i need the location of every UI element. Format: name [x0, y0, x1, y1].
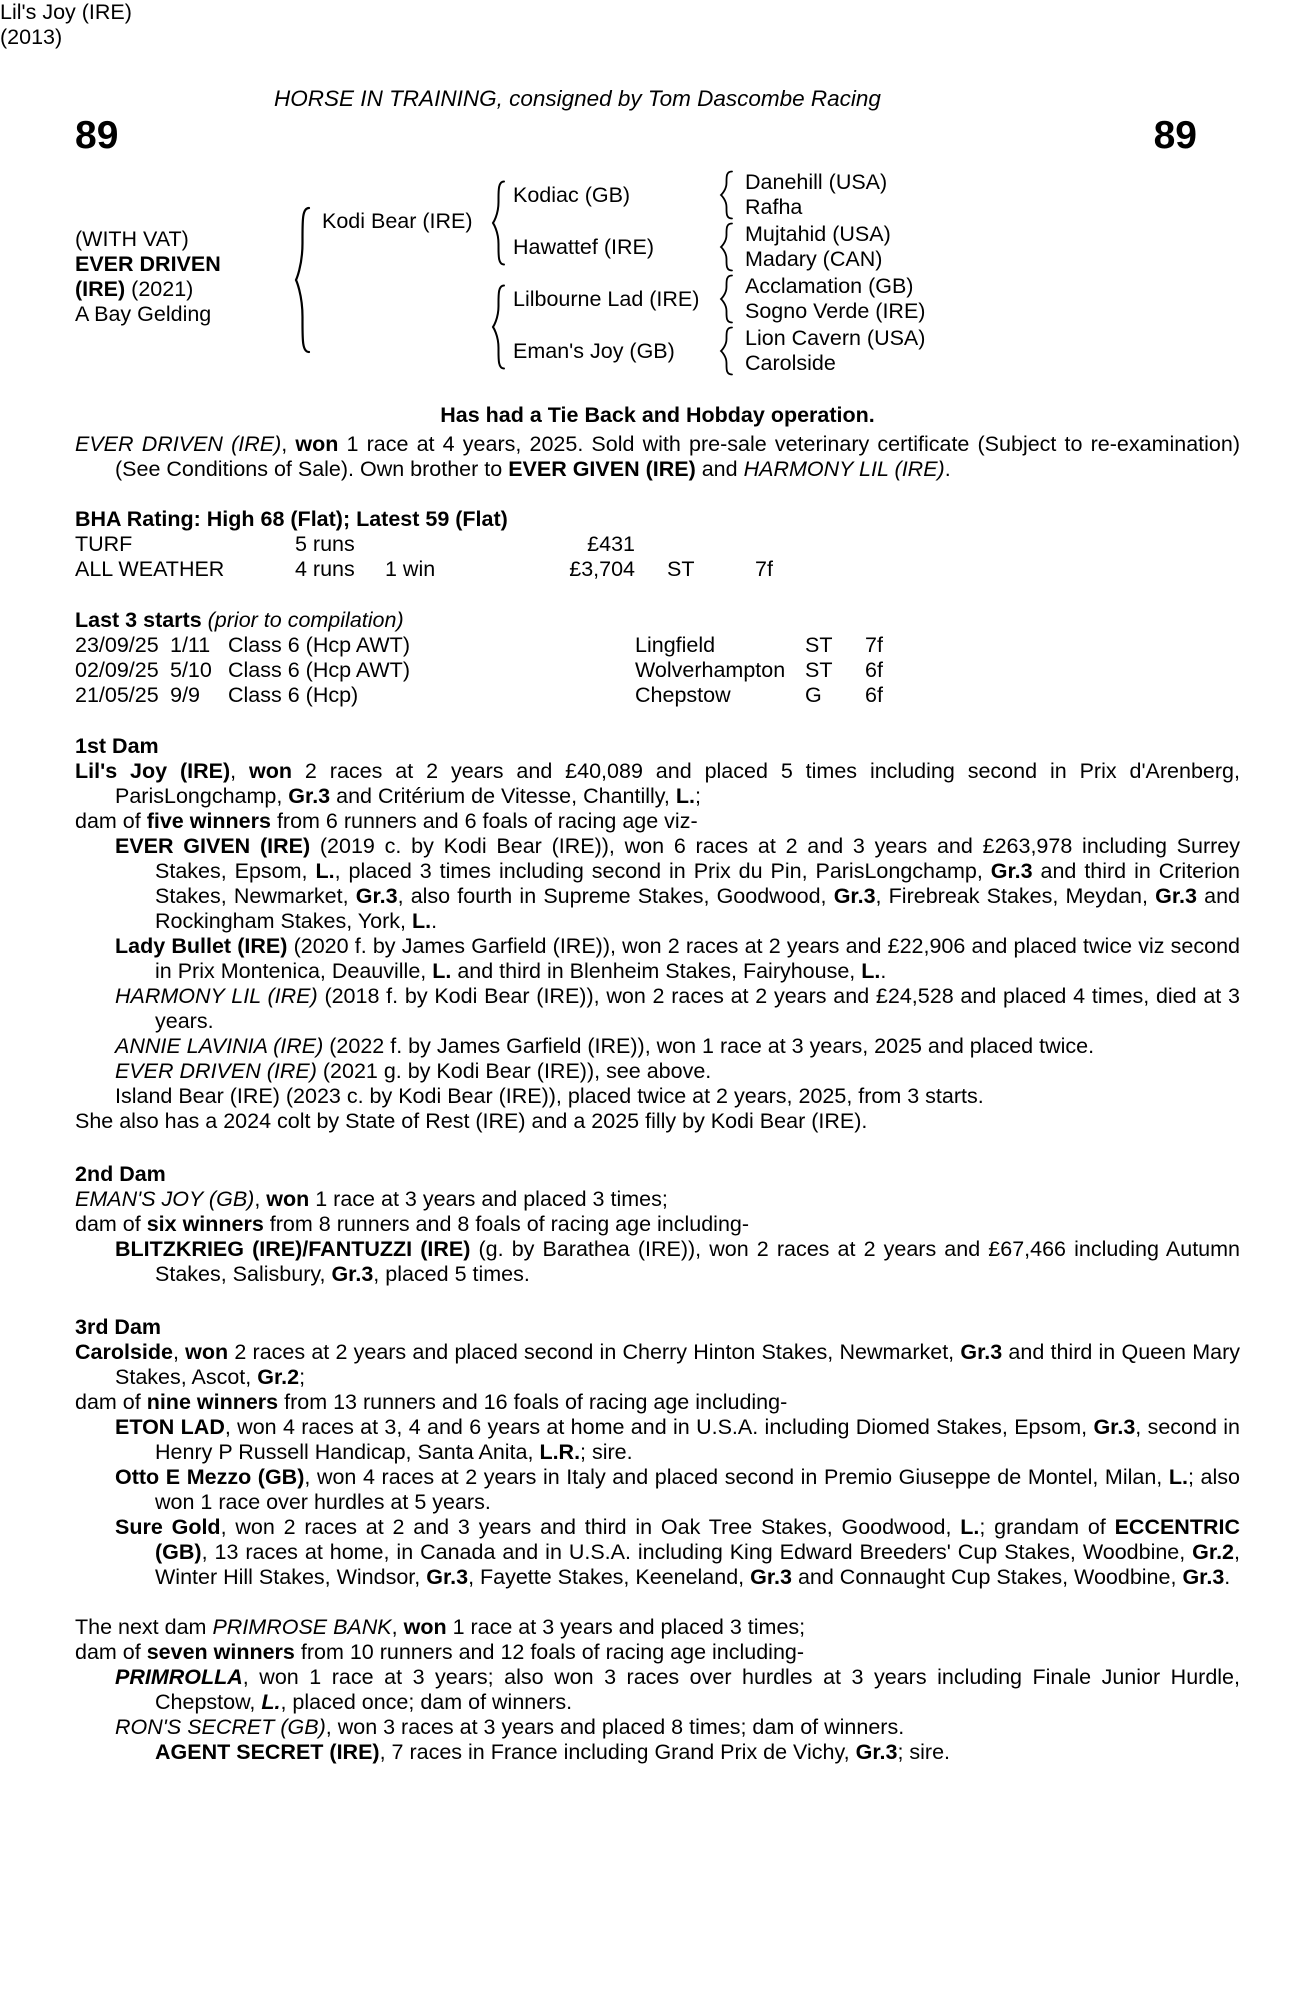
nextdam-paragraph: AGENT SECRET (IRE), 7 races in France including Grand Prix de Vichy, Gr.3; sire.	[155, 1740, 951, 1764]
horse-country-year	[75, 277, 221, 302]
nextdam-paragraph: PRIMROLLA, won 1 race at 3 years; also won 3 races over hurdles at 3 years including Finale Junior Hurdle, Chepstow, L., placed once; dam of winners.	[115, 1665, 1240, 1714]
pedigree-brace-sire	[489, 180, 507, 266]
dam1-paragraph: ANNIE LAVINIA (IRE) (2022 f. by James Garfield (IRE)), won 1 race at 3 years, 2025 and placed twice.	[115, 1034, 1095, 1058]
dam1-paragraph: She also has a 2024 colt by State of Rest (IRE) and a 2025 filly by Kodi Bear (IRE).	[75, 1109, 868, 1133]
pedigree-brace-dam	[489, 284, 507, 370]
great-grandparent-name: Madary (CAN)	[745, 247, 883, 271]
stats-table	[75, 532, 1240, 582]
great-grandparent-name: Lion Cavern (USA)	[745, 326, 926, 350]
last-starts-heading	[75, 608, 1240, 633]
start-class: Class 6 (Hcp)	[228, 683, 359, 707]
start-position: 5/10	[170, 658, 212, 682]
great-grandparent-name: Mujtahid (USA)	[745, 222, 891, 246]
section-1st-dam	[75, 734, 1240, 1134]
start-date: 23/09/25	[75, 633, 159, 657]
stats-runs: 5 runs	[295, 532, 355, 556]
start-distance: 6f	[865, 683, 883, 707]
nextdam-paragraph: RON'S SECRET (GB), won 3 races at 3 years and placed 8 times; dam of winners.	[115, 1715, 905, 1739]
stats-surface-label: ALL WEATHER	[75, 557, 225, 581]
great-grandparent-name: Rafha	[745, 195, 803, 219]
stats-earnings: £3,704	[569, 557, 635, 581]
dam3-paragraph: Carolside, won 2 races at 2 years and placed second in Cherry Hinton Stakes, Newmarket, Gr.3 and third in Queen Mary Stakes, Ascot, Gr.2;	[75, 1340, 1240, 1389]
start-position: 9/9	[170, 683, 200, 707]
stats-row	[75, 557, 1240, 582]
horse-description: A Bay Gelding	[75, 302, 212, 326]
nextdam-paragraph: dam of seven winners from 10 runners and 12 foals of racing age including-	[75, 1640, 805, 1664]
great-grandparent-name: Acclamation (GB)	[745, 274, 914, 298]
grandparent-name: Eman's Joy (GB)	[513, 339, 675, 363]
dam2-paragraph: dam of six winners from 8 runners and 8 foals of racing age including-	[75, 1212, 750, 1236]
horse-details	[75, 227, 221, 327]
pedigree-brace-pair	[718, 222, 734, 272]
great-grandparent-name: Danehill (USA)	[745, 170, 888, 194]
start-distance: 6f	[865, 658, 883, 682]
operation-note: Has had a Tie Back and Hobday operation.	[440, 403, 875, 427]
dam-name: Lil's Joy (IRE)	[0, 0, 132, 24]
nextdam-paragraph: The next dam PRIMROSE BANK, won 1 race at 3 years and placed 3 times;	[75, 1615, 806, 1639]
dam3-paragraph: dam of nine winners from 13 runners and 16 foals of racing age including-	[75, 1390, 788, 1414]
start-position: 1/11	[170, 633, 211, 657]
dam-block	[0, 0, 1315, 50]
start-going: ST	[805, 633, 833, 657]
dam1-paragraph: Lady Bullet (IRE) (2020 f. by James Garfield (IRE)), won 2 races at 2 years and £22,906 and placed twice viz second in Prix Montenica, Deauville, L. and third in Blenheim Stakes, Fairyhouse, L..	[115, 934, 1240, 983]
dam1-paragraph: Island Bear (IRE) (2023 c. by Kodi Bear (IRE)), placed twice at 2 years, 2025, from 3 starts.	[115, 1084, 984, 1108]
start-going: G	[805, 683, 822, 707]
last-starts-subtitle: (prior to compilation)	[201, 608, 404, 632]
dam1-heading: 1st Dam	[75, 734, 159, 758]
dam-year: (2013)	[0, 25, 63, 49]
grandparent-name: Hawattef (IRE)	[513, 235, 654, 259]
dam3-paragraph: ETON LAD, won 4 races at 3, 4 and 6 years at home and in U.S.A. including Diomed Stakes, Epsom, Gr.3, second in Henry P Russell Handicap, Santa Anita, L.R.; sire.	[115, 1415, 1240, 1464]
stats-earnings: £431	[587, 532, 635, 556]
start-going: ST	[805, 658, 833, 682]
dam3-paragraph: Sure Gold, won 2 races at 2 and 3 years and third in Oak Tree Stakes, Goodwood, L.; grandam of ECCENTRIC (GB), 13 races at home, in Canada and in U.S.A. including King Edward Breeders' Cup Stakes, Woodbine, Gr.2, Winter Hill Stakes, Windsor, Gr.3, Fayette Stakes, Keeneland, Gr.3 and Connaught Cup Stakes, Woodbine, Gr.3.	[115, 1515, 1240, 1589]
start-course: Chepstow	[635, 683, 731, 707]
grandparent-name: Lilbourne Lad (IRE)	[513, 287, 700, 311]
catalogue-body	[75, 403, 1240, 1765]
start-class: Class 6 (Hcp AWT)	[228, 633, 410, 657]
last-starts-title: Last 3 starts	[75, 608, 202, 632]
dam2-heading: 2nd Dam	[75, 1162, 166, 1186]
dam2-paragraph: BLITZKRIEG (IRE)/FANTUZZI (IRE) (g. by Barathea (IRE)), won 2 races at 2 years and £67,466 including Autumn Stakes, Salisbury, Gr.3, placed 5 times.	[115, 1237, 1240, 1286]
stats-going: ST	[667, 557, 695, 581]
pedigree-brace-pair	[718, 274, 734, 324]
table-row	[75, 633, 1240, 658]
page-header: HORSE IN TRAINING, consigned by Tom Dascombe Racing	[274, 86, 881, 111]
stats-runs: 4 runs	[295, 557, 355, 581]
stats-surface-label: TURF	[75, 532, 133, 556]
dam1-paragraph: dam of five winners from 6 runners and 6 foals of racing age viz-	[75, 809, 698, 833]
dam1-paragraph: EVER DRIVEN (IRE) (2021 g. by Kodi Bear (IRE)), see above.	[115, 1059, 712, 1083]
intro-paragraph: EVER DRIVEN (IRE), won 1 race at 4 years, 2025. Sold with pre-sale veterinary certificate (Subject to re-examination) (See Conditions of Sale). Own brother to EVER GIVEN (IRE) and HARMONY LIL (IRE).	[75, 432, 1240, 481]
stats-distance	[755, 532, 1240, 557]
dam1-paragraph: EVER GIVEN (IRE) (2019 c. by Kodi Bear (IRE)), won 6 races at 2 and 3 years and £263,978 including Surrey Stakes, Epsom, L., placed 3 times including second in Prix du Pin, ParisLongchamp, Gr.3 and third in Criterion Stakes, Newmarket, Gr.3, also fourth in Supreme Stakes, Goodwood, Gr.3, Firebreak Stakes, Meydan, Gr.3 and Rockingham Stakes, York, L..	[115, 834, 1240, 933]
stats-going	[635, 532, 755, 557]
horse-country: (IRE)	[75, 277, 126, 301]
dam3-paragraph: Otto E Mezzo (GB), won 4 races at 2 years in Italy and placed second in Premio Giuseppe de Montel, Milan, L.; also won 1 race over hurdles at 5 years.	[115, 1465, 1240, 1514]
section-2nd-dam	[75, 1162, 1240, 1287]
grandparent-name: Kodiac (GB)	[513, 183, 631, 207]
dam1-paragraph: HARMONY LIL (IRE) (2018 f. by Kodi Bear (IRE)), won 2 races at 2 years and £24,528 and placed 4 times, died at 3 years.	[115, 984, 1240, 1033]
start-date: 02/09/25	[75, 658, 159, 682]
stats-wins	[385, 532, 515, 557]
sire-name: Kodi Bear (IRE)	[322, 209, 473, 233]
start-distance: 7f	[865, 633, 883, 657]
great-grandparent-name: Sogno Verde (IRE)	[745, 299, 926, 323]
great-grandparent-name: Carolside	[745, 351, 836, 375]
stats-row	[75, 532, 1240, 557]
start-class: Class 6 (Hcp AWT)	[228, 658, 410, 682]
section-next-dam	[75, 1615, 1240, 1765]
stats-wins: 1 win	[385, 557, 436, 581]
pedigree-brace-main	[291, 206, 313, 354]
start-date: 21/05/25	[75, 683, 159, 707]
dam3-heading: 3rd Dam	[75, 1315, 162, 1339]
stats-distance: 7f	[755, 557, 773, 581]
horse-year: (2021)	[131, 277, 194, 301]
pedigree-brace-pair	[718, 326, 734, 376]
vat-note: (WITH VAT)	[75, 227, 189, 251]
lot-number-left: 89	[75, 114, 119, 157]
section-3rd-dam	[75, 1315, 1240, 1590]
lot-number-right: 89	[1153, 114, 1197, 157]
last-starts-table	[75, 633, 1240, 708]
pedigree-brace-pair	[718, 170, 734, 220]
bha-rating-heading: BHA Rating: High 68 (Flat); Latest 59 (Flat)	[75, 507, 508, 531]
dam1-paragraph: Lil's Joy (IRE), won 2 races at 2 years and £40,089 and placed 5 times including second in Prix d'Arenberg, ParisLongchamp, Gr.3 and Critérium de Vitesse, Chantilly, L.;	[75, 759, 1240, 808]
table-row	[75, 683, 1240, 708]
start-course: Lingfield	[635, 633, 716, 657]
table-row	[75, 658, 1240, 683]
horse-name: EVER DRIVEN	[75, 252, 221, 276]
start-course: Wolverhampton	[635, 658, 786, 682]
dam2-paragraph: EMAN'S JOY (GB), won 1 race at 3 years and placed 3 times;	[75, 1187, 668, 1211]
